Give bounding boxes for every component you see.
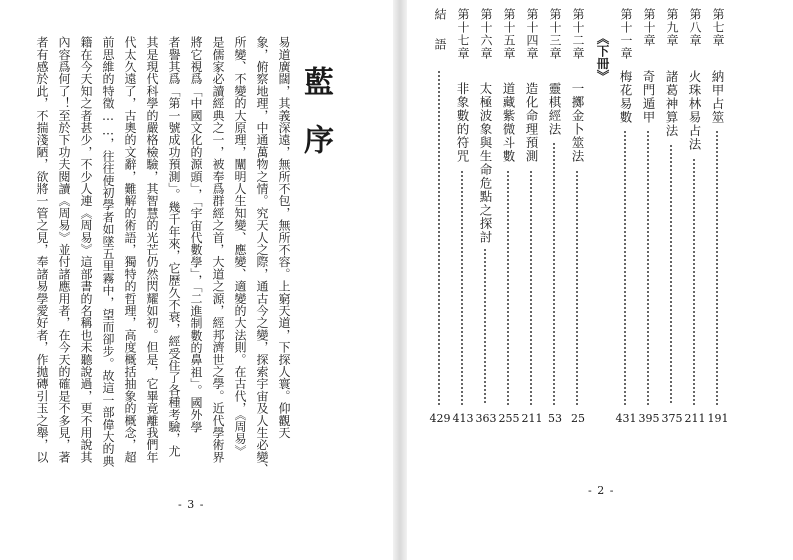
toc-chapter-number: 第八章 <box>688 8 702 47</box>
page-number-right: - 2 - <box>588 484 615 497</box>
preface-line: 象，俯察地理，中通萬物之情。究天人之際，通古今之變，探索宇宙及人生必變、 <box>255 36 269 476</box>
toc-page-number: 25 <box>571 412 585 425</box>
toc-chapter-title: 梅花易數 <box>618 70 633 124</box>
toc-chapter-number: 第十七章 <box>456 8 470 60</box>
preface-line: 者有感於此，不揣淺陋，欲將一管之見，奉諸易學愛好者，作拋磚引玉之舉，以 <box>35 36 49 463</box>
toc-chapter-number: 第十二章 <box>571 8 585 60</box>
toc-leader-dots <box>438 70 440 405</box>
preface-line: 所變、不變的大原理，闡明人生知變、應變、適變的大法則。在古代，《周易》 <box>233 36 247 457</box>
toc-chapter-number: 第十四章 <box>525 8 539 60</box>
preface-line: 將它視爲「中國文化的源頭」，「宇宙代數學」，「二進制數的鼻祖」。國外學 <box>189 36 203 433</box>
toc-entry[interactable] <box>684 8 706 428</box>
toc-page-number: 429 <box>429 412 451 425</box>
toc-leader-dots <box>530 170 532 405</box>
toc-entry[interactable] <box>452 8 474 428</box>
toc-chapter-title: 諸葛神算法 <box>664 70 679 138</box>
page-number-left: - 3 - <box>178 498 205 511</box>
toc-page-number: 191 <box>707 412 729 425</box>
toc-chapter-number: 第十三章 <box>548 8 562 60</box>
toc-page-number: 363 <box>475 412 497 425</box>
toc-leader-dots <box>624 130 626 405</box>
toc-leader-dots <box>484 248 486 405</box>
toc-chapter-title: 造化命理預測 <box>524 82 539 163</box>
toc-chapter-number: 第七章 <box>711 8 725 47</box>
preface-line: 籍在今天知之者甚少，不少人連《周易》這部書的名稱也未聽說過，更不用說其 <box>79 36 93 463</box>
toc-entry[interactable] <box>638 8 660 428</box>
toc-leader-dots <box>576 170 578 405</box>
toc-chapter-number: 第十六章 <box>479 8 493 60</box>
toc-entry[interactable] <box>570 8 586 428</box>
toc-chapter-title: 一擲金卜筮法 <box>570 82 585 163</box>
toc-chapter-title: 火珠林易占法 <box>687 70 702 151</box>
toc-chapter-number: 第九章 <box>665 8 679 47</box>
toc-chapter-title: 道藏紫微斗數 <box>501 82 516 163</box>
toc-leader-dots <box>647 130 649 405</box>
toc-entry[interactable] <box>547 8 563 428</box>
toc-page-number: 431 <box>615 412 637 425</box>
toc-entry[interactable] <box>475 8 497 428</box>
toc-chapter-number: 第十章 <box>642 8 656 47</box>
toc-page-number: 375 <box>661 412 683 425</box>
toc-chapter-title: 靈棋經法 <box>547 82 562 136</box>
toc-entry[interactable] <box>615 8 637 428</box>
toc-chapter-title: 太極波象與生命危點之探討 <box>478 82 493 244</box>
toc-chapter-title: 納甲占筮 <box>710 70 725 124</box>
toc-entry[interactable] <box>661 8 683 428</box>
toc-entry[interactable] <box>707 8 729 428</box>
toc-leader-dots <box>693 158 695 405</box>
preface-line: 其是現代科學的嚴格檢驗，其智慧的光芒仍然閃耀如初。但是，它畢竟離我們年 <box>145 36 159 463</box>
toc-entry[interactable] <box>498 8 520 428</box>
toc-page-number: 395 <box>638 412 660 425</box>
preface-line: 內容爲何了！至於下功夫閱讀《周易》並付諸應用者，在今天的確是不多見，著 <box>57 36 71 463</box>
preface-line: 前思維的特徵……，往往使初學者如墜五里霧中，望而卻步。故這一部偉大的典 <box>101 36 115 467</box>
toc-chapter-title: 非象數的符咒 <box>455 82 470 163</box>
toc-leader-dots <box>507 170 509 405</box>
toc-chapter-number: 第十五章 <box>502 8 516 60</box>
preface-title: 藍序 <box>298 66 333 182</box>
toc-page-number: 211 <box>521 412 543 425</box>
toc-entry[interactable] <box>521 8 543 428</box>
toc-leader-dots <box>670 144 672 405</box>
toc-page-number: 255 <box>498 412 520 425</box>
preface-line: 代太久遠了，古奧的文辭，難解的術語，獨特的哲理，高度概括抽象的概念，超 <box>123 36 137 463</box>
toc-page-number: 413 <box>452 412 474 425</box>
preface-line: 易道廣闊，其義深遠，無所不包，無所不容。上窮天道，下探人寰。仰觀天 <box>277 36 291 439</box>
toc-leader-dots <box>461 170 463 405</box>
toc-page-number: 211 <box>684 412 706 425</box>
preface-line: 是儒家必讀經典之一，被奉爲群經之首，大道之源，經邦濟世之學。近代學術界 <box>211 36 225 463</box>
book-gutter <box>393 0 407 560</box>
toc-page-number: 53 <box>548 412 562 425</box>
toc-chapter-number: 結語 <box>433 8 447 68</box>
toc-chapter-number: 第十一章 <box>619 8 633 60</box>
toc-leader-dots <box>553 142 555 405</box>
toc-leader-dots <box>716 130 718 405</box>
toc-entry[interactable] <box>429 8 451 428</box>
volume-heading: 《下冊》 <box>595 32 610 82</box>
preface-line: 者譽其爲「第一號成功預測」。幾千年來，它歷久不衰，經受住了各種考驗，尤 <box>167 36 181 457</box>
toc-chapter-title: 奇門遁甲 <box>641 70 656 124</box>
